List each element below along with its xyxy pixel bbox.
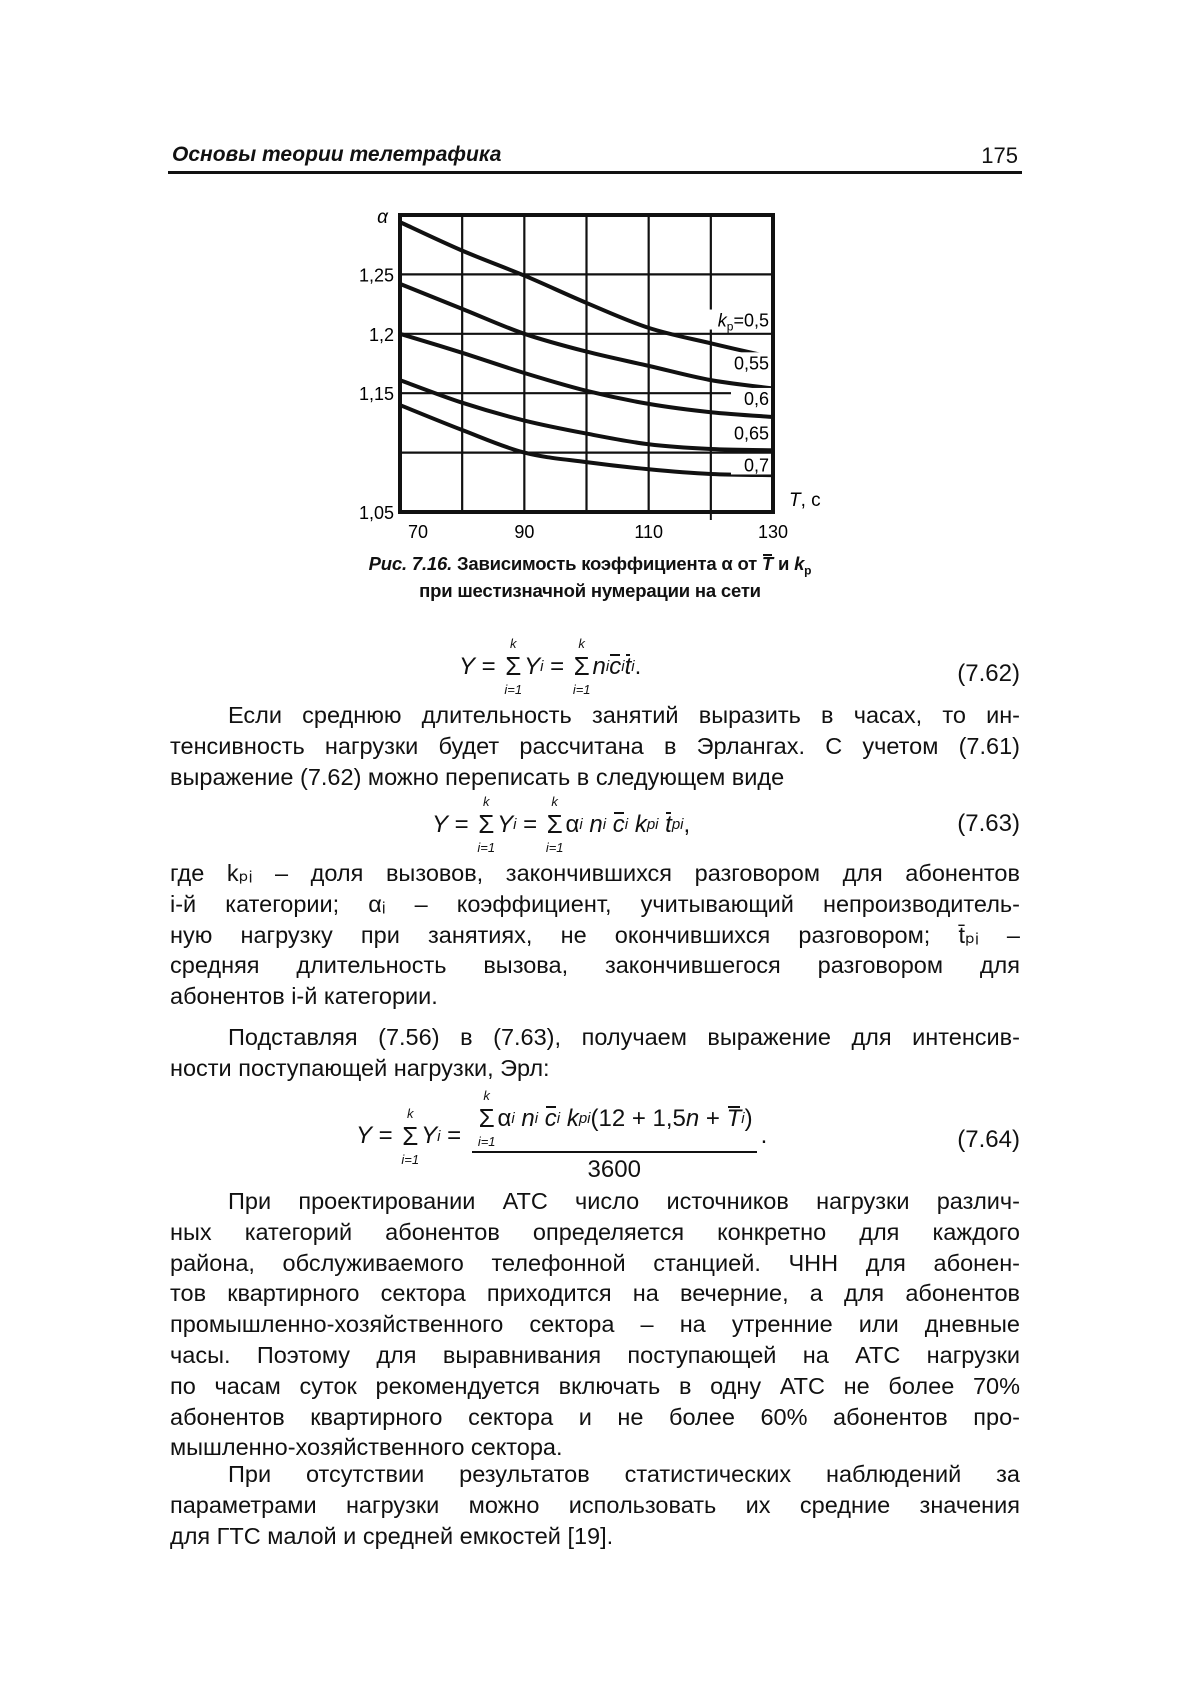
math-token: i bbox=[513, 816, 517, 833]
sum-part: k bbox=[406, 1105, 414, 1121]
denominator bbox=[588, 1153, 641, 1184]
math-token: ) bbox=[744, 1104, 753, 1132]
summation bbox=[573, 636, 591, 697]
equation-7-64 bbox=[356, 1088, 767, 1184]
sum-part: Σ bbox=[546, 809, 563, 839]
math-token: + bbox=[699, 1104, 727, 1132]
sum-part: i=1 bbox=[572, 682, 591, 697]
math-token: , bbox=[683, 810, 691, 838]
text-line: Подставляя (7.56) в (7.63), получаем выражение для интенсив- bbox=[228, 1024, 1020, 1050]
text-line: тов квартирного сектора приходится на вечерние, а для абонентов bbox=[170, 1280, 1020, 1307]
sum-part: Σ bbox=[478, 1103, 495, 1133]
math-token: i bbox=[437, 1127, 441, 1145]
figure-label: Рис. 7.16. bbox=[368, 553, 453, 574]
text-line: средняя длительность вызова, закончившегося разговором для bbox=[170, 952, 1020, 979]
series-label: 0,65 bbox=[733, 423, 769, 444]
math-token: = bbox=[516, 810, 544, 838]
text-line: мышленно-хозяйственного сектора. bbox=[170, 1434, 563, 1461]
equation-7-62 bbox=[459, 636, 641, 697]
sum-part: k bbox=[509, 636, 517, 651]
math-token: n bbox=[589, 810, 603, 838]
text-line: где kₚᵢ – доля вызовов, закончившихся разговором для абонентов bbox=[170, 860, 1020, 886]
math-token: = bbox=[543, 652, 571, 680]
math-token bbox=[583, 811, 590, 839]
sum-part: i=1 bbox=[477, 840, 496, 855]
sum-part: Σ bbox=[573, 651, 590, 681]
x-axis-label bbox=[789, 490, 821, 511]
text-line: абонентов i-й категории. bbox=[170, 983, 438, 1010]
sum-part: k bbox=[578, 636, 585, 651]
y-tick-label: 1,05 bbox=[358, 503, 394, 523]
math-token: . bbox=[760, 1122, 768, 1149]
sum-part: k bbox=[551, 794, 558, 809]
math-token: Y bbox=[524, 652, 541, 680]
math-token: i bbox=[631, 658, 635, 675]
series-label-value: =0,5 bbox=[733, 310, 769, 331]
text-line: параметрами нагрузки можно использовать их средние значения bbox=[170, 1491, 1020, 1518]
x-tick-label: 70 bbox=[407, 522, 429, 542]
math-token: pi bbox=[671, 816, 684, 833]
page-number: 175 bbox=[981, 143, 1018, 168]
header-rule bbox=[168, 171, 1022, 174]
paragraph-3 bbox=[170, 1022, 1020, 1084]
y-axis-label: α bbox=[377, 207, 388, 228]
math-token: α bbox=[565, 810, 580, 838]
math-token: i bbox=[511, 1110, 515, 1127]
x-tick-label: 130 bbox=[757, 522, 789, 542]
math-token: α bbox=[497, 1104, 512, 1132]
paragraph-4 bbox=[170, 1186, 1020, 1463]
math-token: Y bbox=[459, 652, 476, 680]
math-token bbox=[606, 811, 613, 839]
math-token: T bbox=[726, 1104, 742, 1132]
text-line: При проектировании АТС число источников нагрузки различ- bbox=[228, 1188, 1020, 1214]
math-token: i bbox=[579, 816, 583, 833]
text-line: района, обслуживаемого телефонной станцией. ЧНН для абонен- bbox=[170, 1249, 1020, 1276]
equation-number-7-63: (7.63) bbox=[957, 810, 1020, 837]
caption-text: Зависимость коэффициента α от bbox=[452, 553, 762, 574]
text-line: При отсутствии результатов статистических наблюдений за bbox=[228, 1461, 1020, 1487]
math-token: pi bbox=[578, 1110, 591, 1127]
math-token: t bbox=[665, 810, 672, 838]
x-tick-label: 90 bbox=[514, 522, 535, 542]
math-token: = bbox=[372, 1122, 400, 1149]
text-line: для ГТС малой и средней емкостей [19]. bbox=[170, 1522, 614, 1549]
summation bbox=[478, 1088, 496, 1149]
summation bbox=[401, 1106, 419, 1167]
sum-part: Σ bbox=[478, 809, 495, 839]
text-line: выражение (7.62) можно переписать в следующем виде bbox=[170, 763, 785, 790]
x-axis-symbol: T bbox=[789, 490, 801, 511]
y-tick-label: 1,25 bbox=[358, 265, 394, 286]
sum-part: i=1 bbox=[401, 1151, 420, 1167]
math-token: i bbox=[540, 658, 544, 675]
paragraph-5 bbox=[170, 1459, 1020, 1551]
math-token: n bbox=[521, 1104, 535, 1132]
y-tick-label: 1,2 bbox=[368, 324, 394, 345]
math-token: k bbox=[566, 1104, 579, 1132]
math-token bbox=[628, 811, 635, 839]
summation bbox=[477, 794, 495, 855]
text-line: промышленно-хозяйственного сектора – на утренние или дневные bbox=[170, 1311, 1020, 1338]
caption-k: k bbox=[794, 553, 805, 574]
caption-T-bar: T bbox=[761, 553, 774, 574]
paragraph-2 bbox=[170, 858, 1020, 1012]
y-tick-label: 1,15 bbox=[358, 384, 394, 405]
text-line: абонентов квартирного сектора и не более 60% абонентов про- bbox=[170, 1403, 1020, 1430]
series-label: 0,7 bbox=[743, 455, 769, 476]
math-token: c bbox=[609, 652, 622, 680]
summation bbox=[546, 794, 564, 855]
math-token: i bbox=[605, 658, 610, 675]
math-token: c bbox=[612, 810, 625, 838]
math-token: Y bbox=[497, 810, 514, 838]
text-line: по часам суток рекомендуется включать в одну АТС не более 70% bbox=[170, 1372, 1020, 1399]
equation-number-7-62: (7.62) bbox=[957, 660, 1020, 687]
math-token: Y bbox=[432, 810, 449, 838]
math-token: i bbox=[602, 816, 607, 833]
math-token: c bbox=[544, 1104, 557, 1132]
text-line: ную нагрузку при занятиях, не окончившихся разговором; t̄ₚᵢ – bbox=[170, 921, 1020, 948]
series-label-sub: p bbox=[726, 319, 734, 334]
math-token: (12 + 1,5 bbox=[590, 1104, 686, 1132]
math-token: n bbox=[685, 1104, 700, 1132]
math-token: t bbox=[624, 652, 632, 680]
sum-part: i=1 bbox=[545, 840, 564, 855]
numerator bbox=[472, 1088, 757, 1153]
math-token: Y bbox=[421, 1122, 438, 1149]
x-tick-label: 110 bbox=[634, 522, 664, 542]
fraction bbox=[472, 1088, 757, 1184]
math-token bbox=[659, 811, 666, 839]
math-token: = bbox=[475, 652, 503, 680]
text-line: i-й категории; αᵢ – коэффициент, учитывающий непроизводитель- bbox=[170, 890, 1020, 917]
alpha-vs-T-chart bbox=[330, 195, 830, 555]
text-line: ных категорий абонентов определяется конкретно для каждого bbox=[170, 1218, 1020, 1245]
sum-part: i=1 bbox=[504, 682, 523, 697]
series-label: 0,55 bbox=[733, 353, 769, 374]
paragraph-1 bbox=[170, 700, 1020, 792]
sum-part: k bbox=[483, 1088, 490, 1103]
summation bbox=[504, 636, 522, 697]
math-token: i bbox=[741, 1110, 745, 1127]
math-token: n bbox=[592, 652, 606, 680]
running-header-title: Основы теории телетрафика bbox=[172, 143, 502, 166]
math-token: i bbox=[624, 816, 629, 833]
sum-part: i=1 bbox=[477, 1134, 496, 1149]
math-token: = bbox=[448, 810, 476, 838]
equation-number-7-64: (7.64) bbox=[957, 1126, 1020, 1153]
math-token bbox=[560, 1105, 567, 1133]
math-token: k bbox=[634, 810, 647, 838]
series-label: 0,6 bbox=[743, 388, 769, 409]
text-line: ности поступающей нагрузки, Эрл: bbox=[170, 1054, 550, 1081]
math-token: = bbox=[440, 1122, 468, 1149]
math-token: Y bbox=[356, 1122, 373, 1149]
caption-and: и bbox=[773, 553, 795, 574]
text-line: тенсивность нагрузки будет рассчитана в Эрлангах. С учетом (7.61) bbox=[170, 732, 1020, 759]
math-token: i bbox=[556, 1110, 561, 1127]
math-token: 3600 bbox=[587, 1156, 641, 1183]
math-token: pi bbox=[646, 816, 659, 833]
sum-part: k bbox=[482, 794, 490, 809]
math-token: i bbox=[621, 658, 625, 675]
x-axis-unit: , c bbox=[800, 490, 821, 511]
sum-part: Σ bbox=[505, 651, 522, 681]
text-line: часы. Поэтому для выравнивания поступающей на АТС нагрузки bbox=[170, 1341, 1020, 1368]
math-token bbox=[515, 1105, 522, 1133]
figure-caption-line-1 bbox=[250, 553, 930, 578]
series-label-k: k bbox=[717, 310, 727, 331]
text-line: Если среднюю длительность занятий выразить в часах, то ин- bbox=[228, 702, 1020, 728]
math-token bbox=[538, 1105, 545, 1133]
caption-k-sub: p bbox=[804, 563, 812, 578]
figure-caption-line-2: при шестизначной нумерации на сети bbox=[419, 580, 761, 601]
equation-7-63 bbox=[432, 794, 690, 855]
math-token: . bbox=[634, 652, 642, 680]
sum-part: Σ bbox=[402, 1120, 419, 1151]
series-label bbox=[718, 311, 769, 334]
math-token: i bbox=[534, 1110, 539, 1127]
